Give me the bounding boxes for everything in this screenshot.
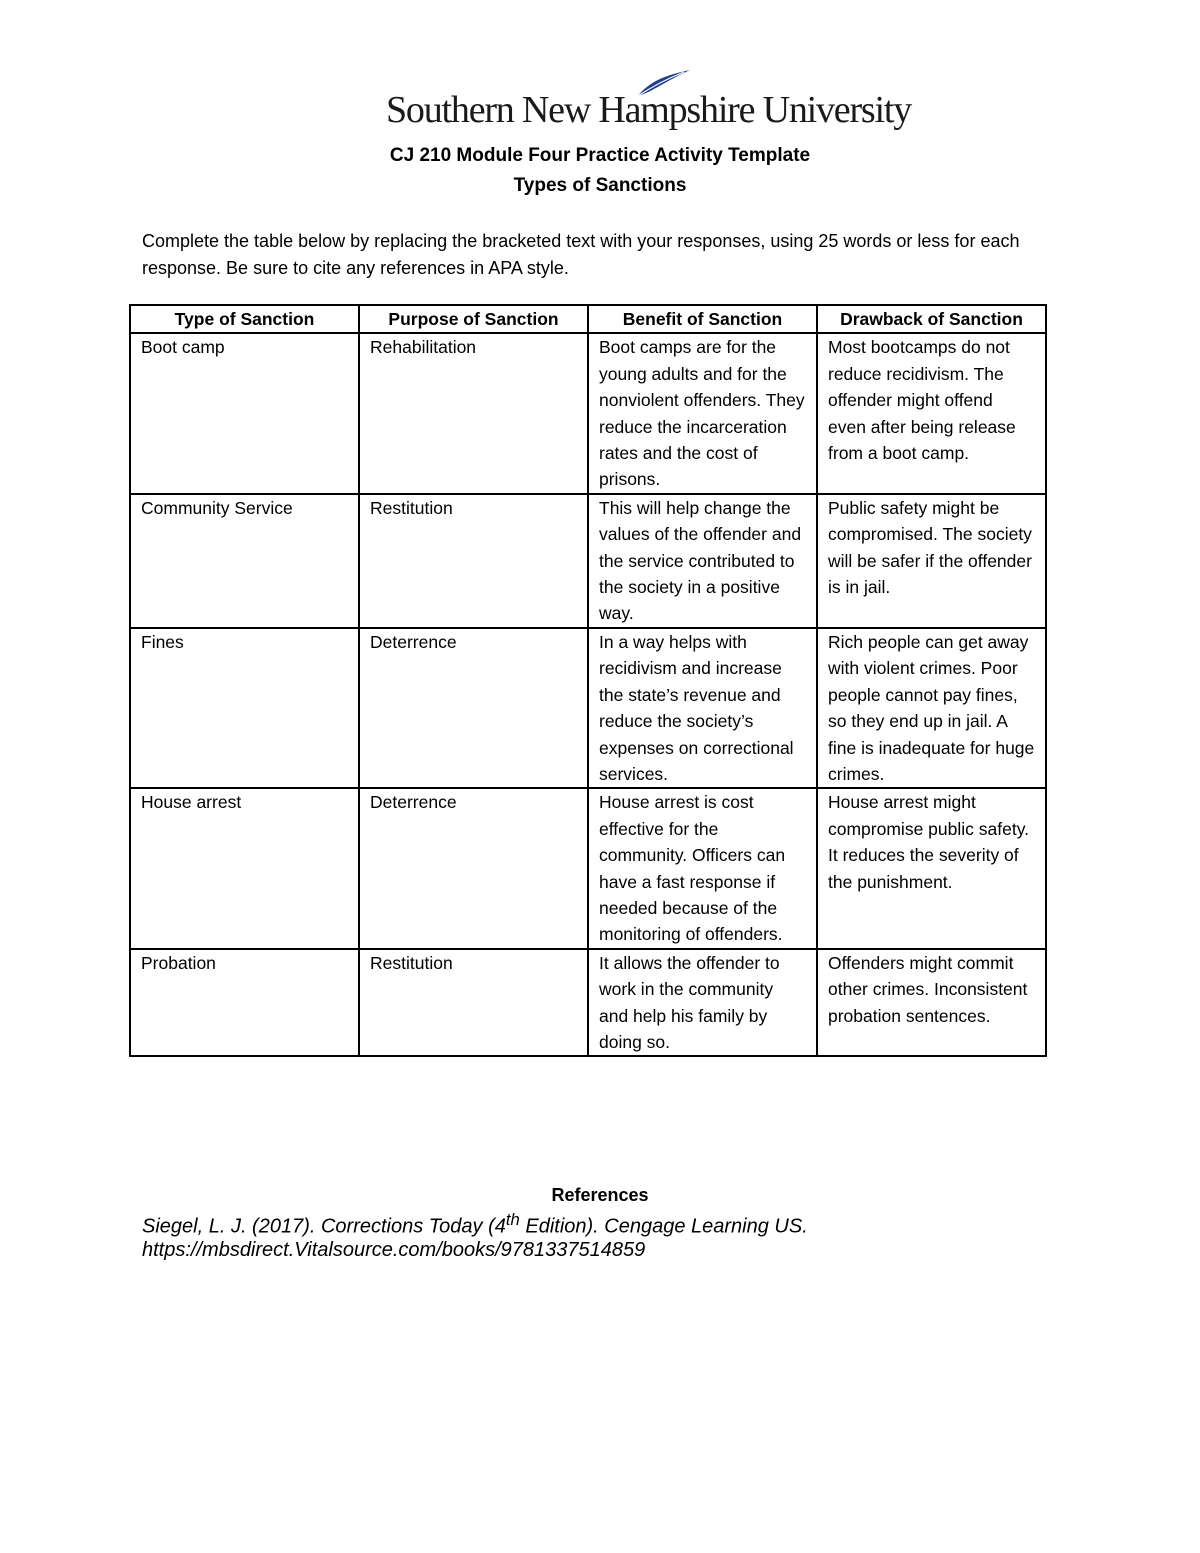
cell-drawback: Rich people can get away with violent crimes. Poor people cannot pay fines, so they end up in jail. A fine is inadequate for huge crimes.	[817, 628, 1046, 788]
cell-benefit: It allows the offender to work in the community and help his family by doing so.	[588, 949, 817, 1057]
citation-text-end: Edition). Cengage Learning US.	[519, 1215, 808, 1238]
references-heading: References	[551, 1185, 649, 1205]
page-subtitle: Types of Sanctions	[513, 175, 687, 196]
cell-type: Probation	[130, 949, 359, 1057]
cell-purpose: Rehabilitation	[359, 333, 588, 493]
cell-drawback: House arrest might compromise public safety. It reduces the severity of the punishment.	[817, 788, 1046, 948]
header-purpose: Purpose of Sanction	[359, 305, 588, 333]
table-row	[130, 949, 1046, 1057]
instructions-paragraph: Complete the table below by replacing the bracketed text with your responses, using 25 words or less for each response. Be sure to cite any references in APA style.	[142, 231, 1020, 278]
cell-drawback: Public safety might be compromised. The society will be safer if the offender is in jail.	[817, 494, 1046, 628]
cell-purpose: Restitution	[359, 949, 588, 1057]
table-row	[130, 494, 1046, 628]
sanctions-table	[129, 304, 1047, 1057]
page-title: CJ 210 Module Four Practice Activity Template	[389, 145, 811, 166]
reference-citation	[142, 1210, 808, 1239]
cell-purpose: Restitution	[359, 494, 588, 628]
table-row	[130, 788, 1046, 948]
table-row	[130, 628, 1046, 788]
cell-benefit: House arrest is cost effective for the community. Officers can have a fast response if needed because of the monitoring of offenders.	[588, 788, 817, 948]
cell-type: Boot camp	[130, 333, 359, 493]
university-logo	[386, 68, 912, 138]
cell-benefit: In a way helps with recidivism and increase the state’s revenue and reduce the society’s expenses on correctional services.	[588, 628, 817, 788]
table-row	[130, 333, 1046, 493]
header-drawback: Drawback of Sanction	[817, 305, 1046, 333]
cell-purpose: Deterrence	[359, 788, 588, 948]
header-type: Type of Sanction	[130, 305, 359, 333]
cell-benefit: This will help change the values of the offender and the service contributed to the society in a positive way.	[588, 494, 817, 628]
cell-type: House arrest	[130, 788, 359, 948]
cell-drawback: Most bootcamps do not reduce recidivism. The offender might offend even after being release from a boot camp.	[817, 333, 1046, 493]
cell-benefit: Boot camps are for the young adults and for the nonviolent offenders. They reduce the incarceration rates and the cost of prisons.	[588, 333, 817, 493]
cell-type: Fines	[130, 628, 359, 788]
table-header-row	[130, 305, 1046, 333]
logo-text: Southern New Hampshire University	[386, 89, 912, 131]
cell-purpose: Deterrence	[359, 628, 588, 788]
reference-url[interactable]: https://mbsdirect.Vitalsource.com/books/9781337514859	[142, 1239, 646, 1261]
citation-text: Siegel, L. J. (2017). Corrections Today (4	[142, 1215, 506, 1238]
cell-type: Community Service	[130, 494, 359, 628]
cell-drawback: Offenders might commit other crimes. Inconsistent probation sentences.	[817, 949, 1046, 1057]
citation-superscript: th	[505, 1210, 520, 1229]
header-benefit: Benefit of Sanction	[588, 305, 817, 333]
